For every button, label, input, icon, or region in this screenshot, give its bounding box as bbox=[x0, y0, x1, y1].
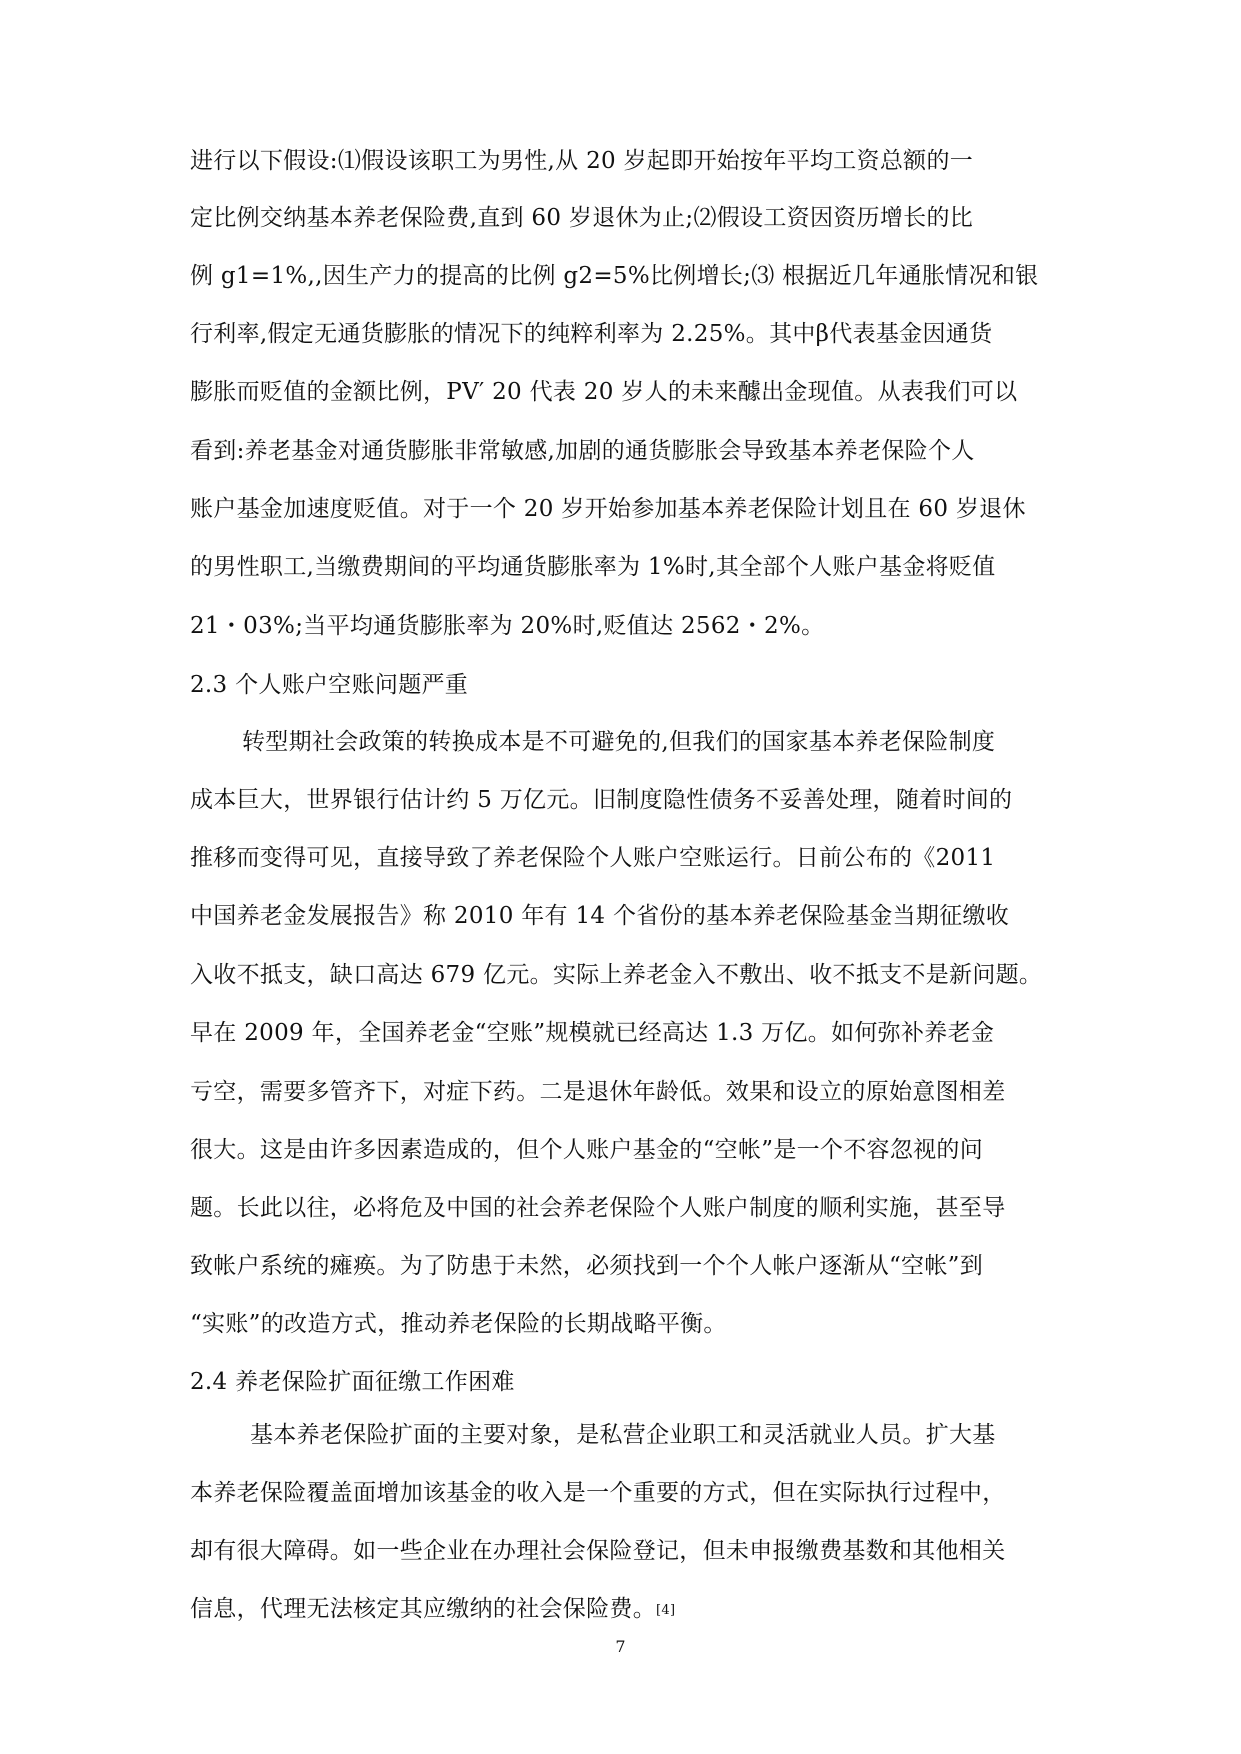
paragraph-line: 转型期社会政策的转换成本是不可避免的,但我们的国家基本养老保险制度 bbox=[242, 729, 996, 755]
citation-reference: [4] bbox=[656, 1603, 676, 1618]
paragraph-line: 进行以下假设:⑴假设该职工为男性,从 20 岁起即开始按年平均工资总额的一 bbox=[190, 148, 974, 174]
paragraph-line: 21・03%;当平均通货膨胀率为 20%时,贬值达 2562・2%。 bbox=[190, 613, 825, 639]
paragraph-line: “实账”的改造方式，推动养老保险的长期战略平衡。 bbox=[190, 1311, 727, 1337]
paragraph-line: 本养老保险覆盖面增加该基金的收入是一个重要的方式，但在实际执行过程中， bbox=[190, 1480, 1006, 1506]
paragraph-line bbox=[190, 1590, 675, 1623]
paragraph-line: 推移而变得可见，直接导致了养老保险个人账户空账运行。日前公布的《2011 bbox=[190, 845, 996, 871]
paragraph-line: 却有很大障碍。如一些企业在办理社会保险登记，但未申报缴费基数和其他相关 bbox=[190, 1538, 1006, 1564]
section-heading-2-3: 2.3 个人账户空账问题严重 bbox=[190, 672, 469, 698]
paragraph-line: 很大。这是由许多因素造成的，但个人账户基金的“空帐”是一个不容忽视的问 bbox=[190, 1137, 984, 1163]
paragraph-line-text: 信息，代理无法核定其应缴纳的社会保险费。 bbox=[190, 1596, 656, 1622]
paragraph-line: 题。长此以往，必将危及中国的社会养老保险个人账户制度的顺利实施，甚至导 bbox=[190, 1195, 1006, 1221]
paragraph-line: 中国养老金发展报告》称 2010 年有 14 个省份的基本养老保险基金当期征缴收 bbox=[190, 903, 1010, 929]
paragraph-line: 看到:养老基金对通货膨胀非常敏感,加剧的通货膨胀会导致基本养老保险个人 bbox=[190, 438, 975, 464]
paragraph-line: 膨胀而贬值的金额比例，PV′ 20 代表 20 岁人的未来醵出金现值。从表我们可以 bbox=[190, 379, 1018, 405]
paragraph-line: 账户基金加速度贬值。对于一个 20 岁开始参加基本养老保险计划且在 60 岁退休 bbox=[190, 496, 1026, 522]
paragraph-line: 的男性职工,当缴费期间的平均通货膨胀率为 1%时,其全部个人账户基金将贬值 bbox=[190, 554, 996, 580]
paragraph-line: 行利率,假定无通货膨胀的情况下的纯粹利率为 2.25%。其中β代表基金因通货 bbox=[190, 321, 993, 347]
paragraph-line: 成本巨大，世界银行估计约 5 万亿元。旧制度隐性债务不妥善处理，随着时间的 bbox=[190, 787, 1013, 813]
paragraph-line: 早在 2009 年，全国养老金“空账”规模就已经高达 1.3 万亿。如何弥补养老金 bbox=[190, 1020, 995, 1046]
section-heading-2-4: 2.4 养老保险扩面征缴工作困难 bbox=[190, 1369, 515, 1395]
paragraph-line: 致帐户系统的瘫痪。为了防患于未然，必须找到一个个人帐户逐渐从“空帐”到 bbox=[190, 1253, 984, 1279]
paragraph-line: 基本养老保险扩面的主要对象，是私营企业职工和灵活就业人员。扩大基 bbox=[250, 1422, 996, 1448]
paragraph-line: 亏空，需要多管齐下，对症下药。二是退休年龄低。效果和设立的原始意图相差 bbox=[190, 1079, 1006, 1105]
paragraph-line: 例 g1=1%,,因生产力的提高的比例 g2=5%比例增长;⑶ 根据近几年通胀情况和银 bbox=[190, 263, 1039, 289]
paragraph-line: 定比例交纳基本养老保险费,直到 60 岁退休为止;⑵假设工资因资历增长的比 bbox=[190, 205, 974, 231]
paragraph-line: 入收不抵支，缺口高达 679 亿元。实际上养老金入不敷出、收不抵支不是新问题。 bbox=[190, 962, 1043, 988]
page-number: 7 bbox=[615, 1637, 626, 1656]
